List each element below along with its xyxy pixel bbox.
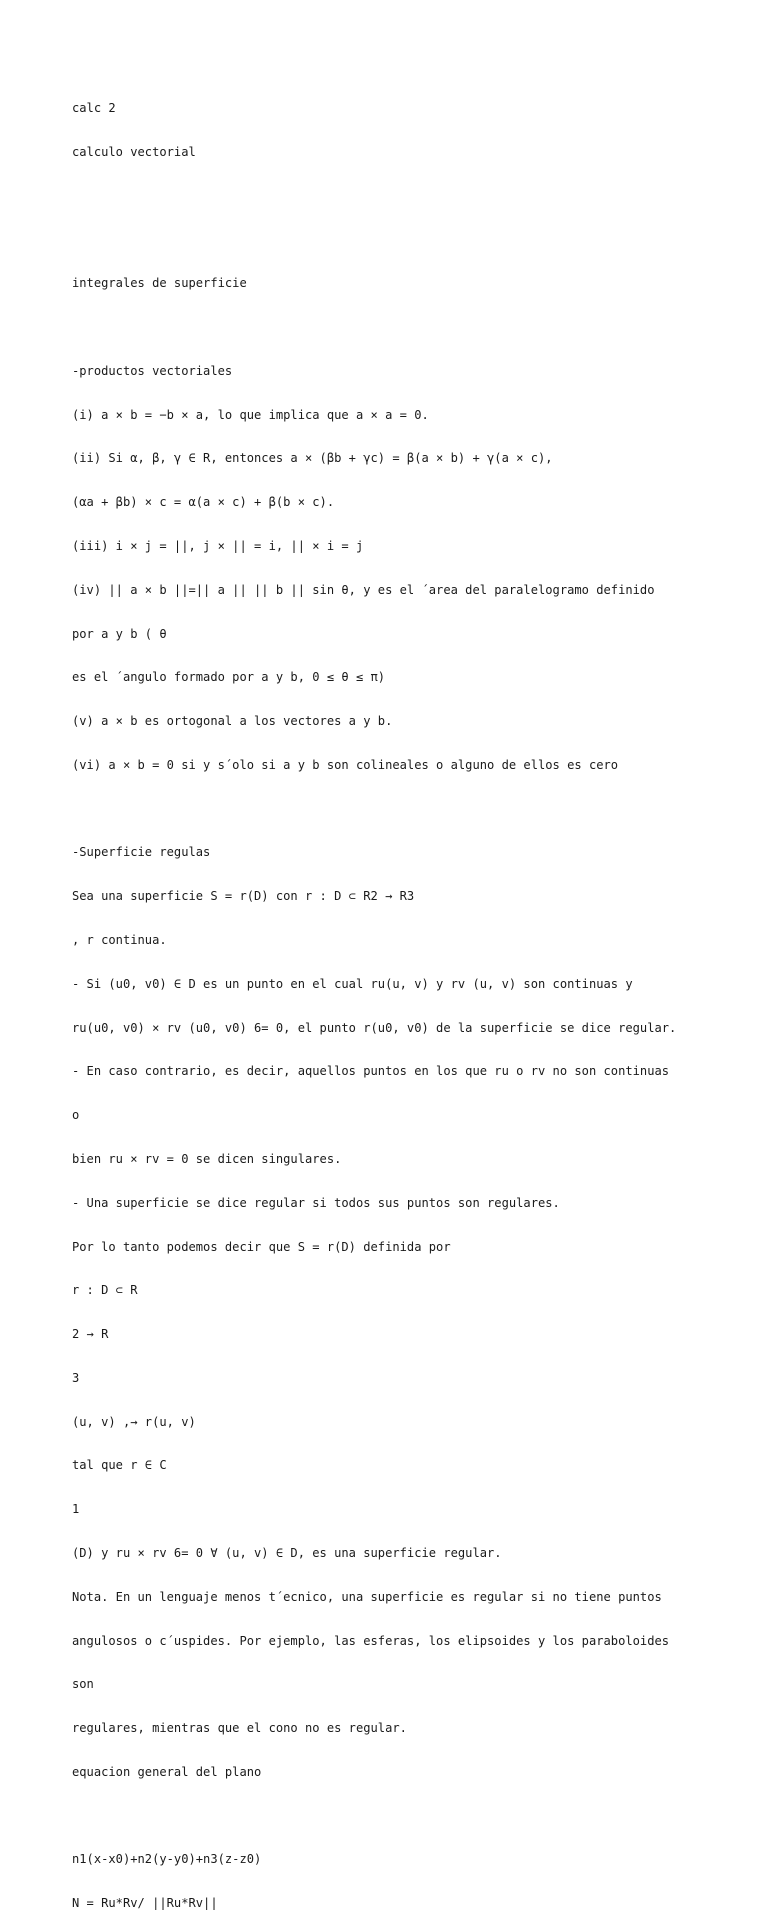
doc-line: (ii) Si α, β, γ ∈ R, entonces a × (βb + γc) = β(a × b) + γ(a × c), (72, 451, 553, 466)
doc-line (72, 189, 732, 204)
doc-line: Sea una superficie S = r(D) con r : D ⊂ R2 → R3 (72, 889, 415, 904)
doc-line: tal que r ∈ C (72, 1458, 167, 1473)
doc-line: es el ´angulo formado por a y b, 0 ≤ θ ≤ π) (72, 670, 386, 685)
doc-line: calc 2 (72, 101, 116, 116)
doc-line: (vi) a × b = 0 si y s´olo si a y b son colineales o alguno de ellos es cero (72, 757, 619, 772)
doc-line: (iv) || a × b ||=|| a || || b || sin θ, y es el ´area del paralelogramo definido (72, 582, 655, 597)
doc-line: por a y b ( θ (72, 626, 167, 641)
doc-line: - Si (u0, v0) ∈ D es un punto en el cual ru(u, v) y rv (u, v) son continuas y (72, 976, 633, 991)
document-page (72, 72, 732, 1925)
doc-line: r : D ⊂ R (72, 1283, 138, 1298)
doc-line: -Superficie regulas (72, 845, 211, 860)
doc-line: 1 (72, 1502, 80, 1517)
doc-line (72, 1809, 732, 1824)
doc-line: - En caso contrario, es decir, aquellos puntos en los que ru o rv no son continuas (72, 1064, 670, 1079)
doc-line: (iii) i × j = ||, j × || = i, || × i = j (72, 539, 364, 553)
doc-line: ru(u0, v0) × rv (u0, v0) 6= 0, el punto r(u0, v0) de la superficie se dice regular. (72, 1020, 677, 1035)
doc-line: Nota. En un lenguaje menos t´ecnico, una superficie es regular si no tiene puntos (72, 1589, 662, 1604)
doc-line: angulosos o c´uspides. Por ejemplo, las esferas, los elipsoides y los paraboloides (72, 1633, 670, 1648)
doc-line: (u, v) ,→ r(u, v) (72, 1414, 196, 1429)
doc-line: - Una superficie se dice regular si todos sus puntos son regulares. (72, 1195, 560, 1210)
doc-line (72, 802, 732, 817)
doc-line: -productos vectoriales (72, 363, 233, 378)
doc-line: son (72, 1677, 94, 1692)
doc-line: equacion general del plano (72, 1764, 262, 1779)
doc-line: (v) a × b es ortogonal a los vectores a y b. (72, 714, 393, 729)
doc-line: regulares, mientras que el cono no es regular. (72, 1721, 407, 1736)
doc-line: Por lo tanto podemos decir que S = r(D) definida por (72, 1239, 451, 1254)
doc-line: n1(x-x0)+n2(y-y0)+n3(z-z0) (72, 1852, 262, 1867)
doc-line: (αa + βb) × c = α(a × c) + β(b × c). (72, 495, 335, 510)
doc-line: calculo vectorial (72, 144, 196, 159)
doc-line (72, 320, 732, 335)
doc-line: bien ru × rv = 0 se dicen singulares. (72, 1151, 342, 1166)
doc-line: 2 → R (72, 1327, 109, 1342)
doc-line: (D) y ru × rv 6= 0 ∀ (u, v) ∈ D, es una superficie regular. (72, 1545, 502, 1560)
doc-line: N = Ru*Rv/ ||Ru*Rv|| (72, 1896, 218, 1911)
doc-line: integrales de superficie (72, 276, 247, 291)
doc-line: (i) a × b = −b × a, lo que implica que a × a = 0. (72, 407, 429, 422)
doc-line: , r continua. (72, 933, 167, 948)
doc-line: 3 (72, 1370, 80, 1385)
doc-line (72, 233, 732, 248)
doc-line: o (72, 1108, 80, 1123)
